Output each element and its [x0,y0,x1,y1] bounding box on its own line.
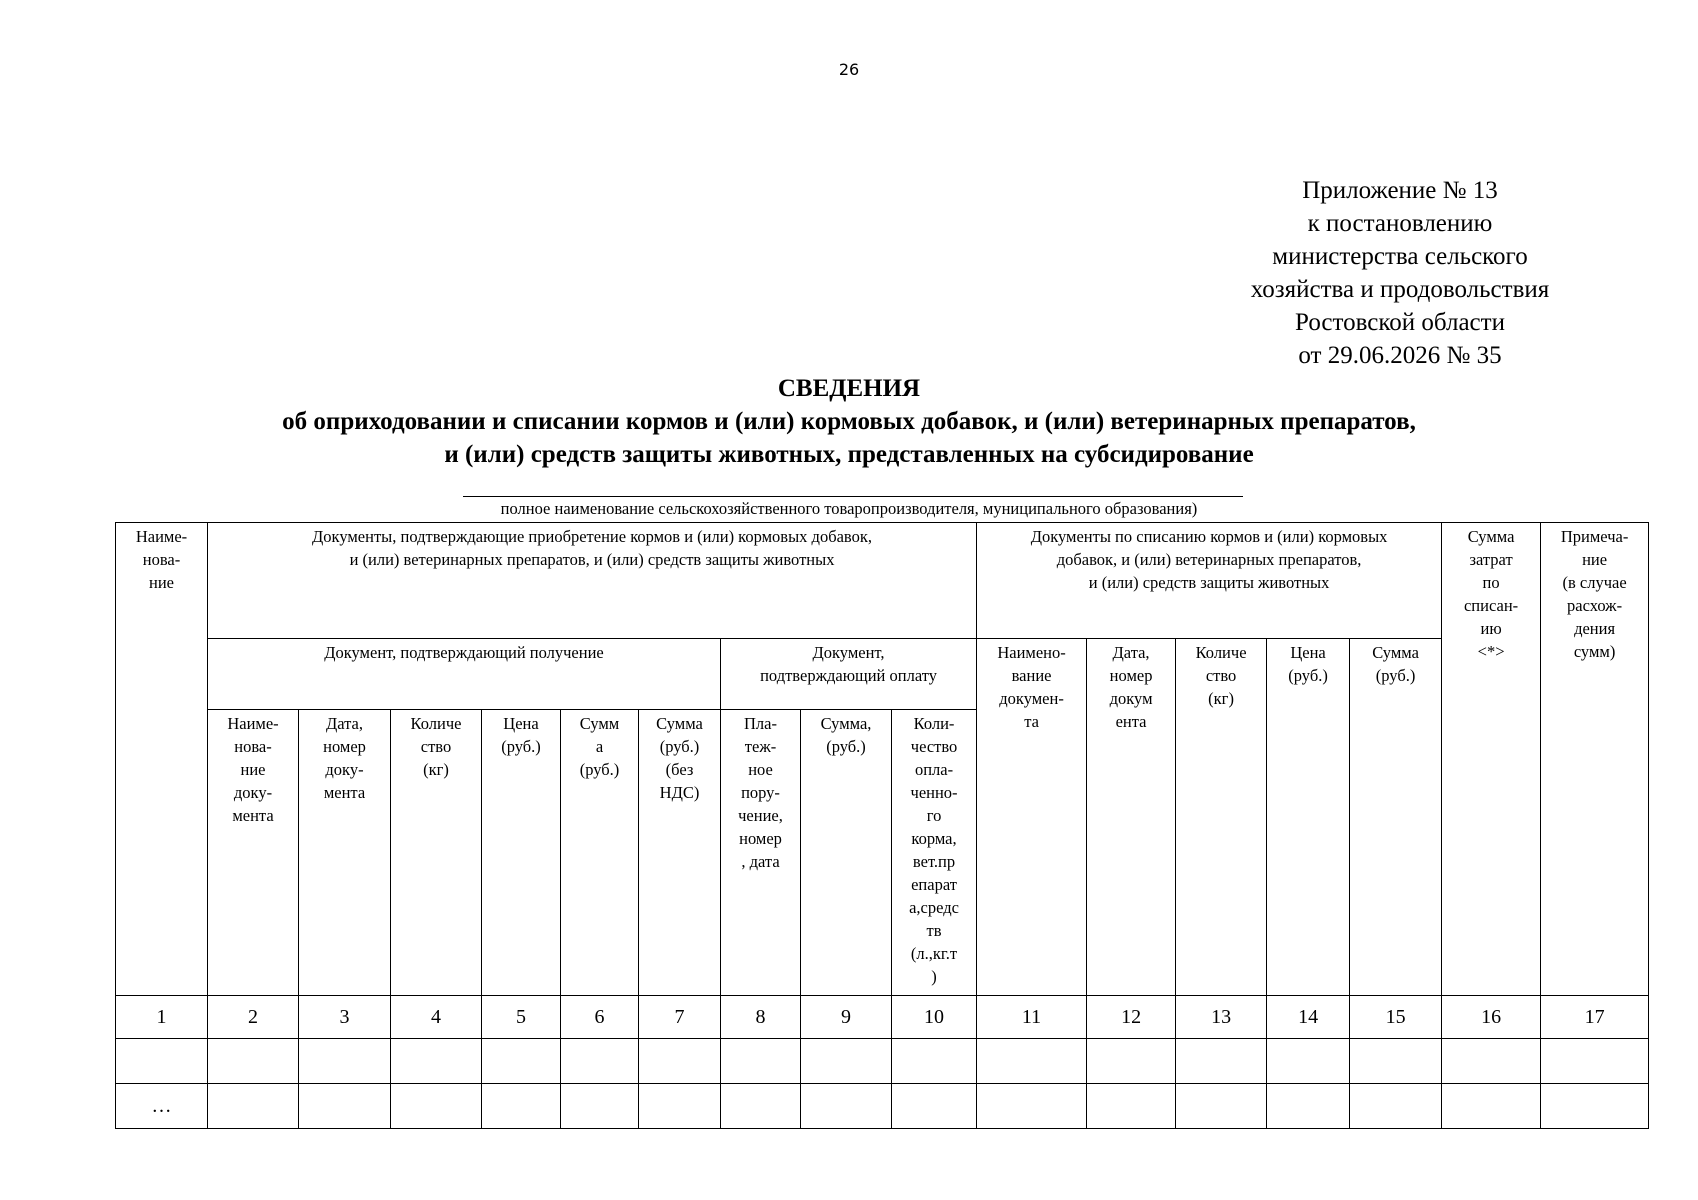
header-col-12-date-number: Дата, номер докум ента [1087,639,1176,996]
header-col-4-quantity: Количе ство (кг) [391,710,482,996]
document-title [0,372,1698,471]
column-number: 15 [1350,996,1442,1039]
producer-name-caption: полное наименование сельскохозяйственного товаропроизводителя, муниципального образования) [500,499,1198,518]
appendix-line: министерства сельского [1272,243,1528,270]
column-number: 1 [116,996,208,1039]
header-col-3-date-number: Дата, номер доку- мента [299,710,391,996]
appendix-line: к постановлению [1307,210,1493,237]
header-col-13-quantity: Количе ство (кг) [1176,639,1267,996]
header-col-9-payment-sum: Сумма, (руб.) [801,710,892,996]
column-number: 14 [1267,996,1350,1039]
header-col-17-notes: Примеча- ние (в случае расхож- дения сумм) [1541,523,1649,996]
column-numbers-row [116,996,1649,1039]
column-number: 2 [208,996,299,1039]
header-group-purchase-docs: Документы, подтверждающие приобретение кормов и (или) кормовых добавок, и (или) ветеринарных препаратов, и (или) средств защиты животных [208,523,977,639]
table-row [116,1084,1649,1129]
header-col-7-sum-no-vat: Сумма (руб.) (без НДС) [639,710,721,996]
column-number: 12 [1087,996,1176,1039]
column-number: 8 [721,996,801,1039]
ellipsis-cell: … [116,1084,208,1129]
header-col-1-name: Наиме- нова- ние [116,523,208,996]
column-number: 9 [801,996,892,1039]
header-col-5-price: Цена (руб.) [482,710,561,996]
column-number: 11 [977,996,1087,1039]
column-number: 13 [1176,996,1267,1039]
header-col-6-sum: Сумм а (руб.) [561,710,639,996]
header-sub-receipt-doc: Документ, подтверждающий получение [208,639,721,710]
header-col-8-payment-order: Пла- теж- ное пору- чение, номер , дата [721,710,801,996]
column-number: 5 [482,996,561,1039]
header-col-11-doc-name: Наимено- вание докумен- та [977,639,1087,996]
column-number: 7 [639,996,721,1039]
header-sub-payment-doc: Документ, подтверждающий оплату [721,639,977,710]
appendix-line: Приложение № 13 [1302,177,1498,204]
subsidy-form-table [115,522,1649,1129]
header-col-16-writeoff-costs: Сумма затрат по списан- ию <*> [1442,523,1541,996]
column-number: 10 [892,996,977,1039]
title-heading: СВЕДЕНИЯ [777,375,921,402]
column-number: 3 [299,996,391,1039]
page-number: 26 [838,60,860,79]
column-number: 4 [391,996,482,1039]
title-line-1: об оприходовании и списании кормов и (или) кормовых добавок, и (или) ветеринарных препаратов, [282,408,1416,435]
title-line-2: и (или) средств защиты животных, представленных на субсидирование [444,441,1254,468]
header-col-15-sum: Сумма (руб.) [1350,639,1442,996]
producer-name-line [463,496,1243,497]
appendix-block [1200,174,1600,372]
column-number: 17 [1541,996,1649,1039]
appendix-line: от 29.06.2026 № 35 [1298,342,1502,369]
header-col-2-doc-name: Наиме- нова- ние доку- мента [208,710,299,996]
column-number: 16 [1442,996,1541,1039]
header-col-10-paid-quantity: Коли- чество опла- ченно- го корма, вет.пр епарат а,средс тв (л.,кг.т ) [892,710,977,996]
table-row [116,1039,1649,1084]
column-number: 6 [561,996,639,1039]
appendix-line: хозяйства и продовольствия [1250,276,1550,303]
header-group-writeoff-docs: Документы по списанию кормов и (или) кормовых добавок, и (или) ветеринарных препаратов, и (или) средств защиты животных [977,523,1442,639]
header-col-14-price: Цена (руб.) [1267,639,1350,996]
appendix-line: Ростовской области [1295,309,1505,336]
